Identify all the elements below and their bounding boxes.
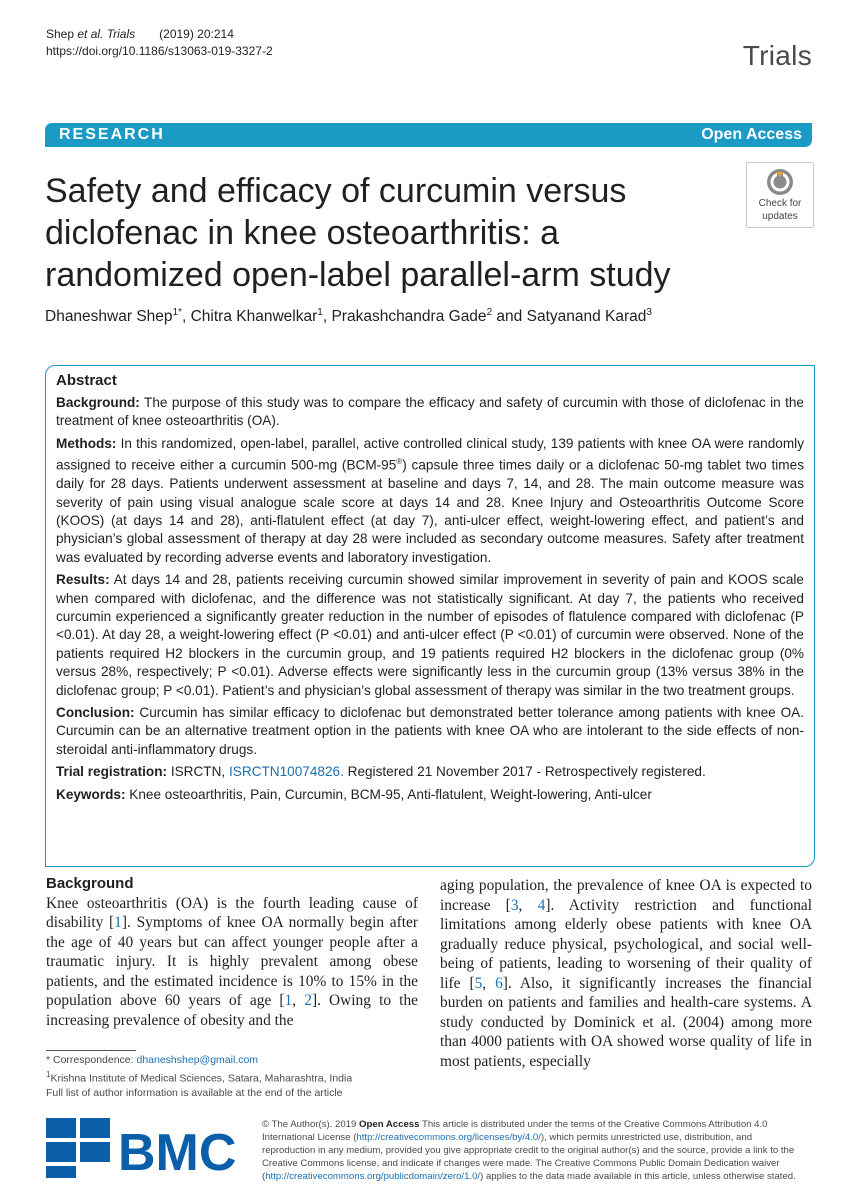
body-column-left [46,874,418,1030]
affiliation: $^1$Krishna Institute of Medical Sciences, Satara, Maharashtra, India [46,1069,353,1084]
citation-ref[interactable]: 5 [474,974,483,992]
citation-ref[interactable]: 1 [284,992,293,1009]
correspondence: * Correspondence: dhaneshshep@gmail.com [46,1054,259,1066]
citation-authors: Shep [46,27,78,41]
doi-link[interactable]: https://doi.org/10.1186/s13063-019-3327-2 [46,44,273,58]
author[interactable]: Prakashchandra Gade$^2$ [331,307,493,326]
check-for-updates-button[interactable] [746,162,814,228]
body-paragraph: Knee osteoarthritis (OA) is the fourth leading cause of disability [1]. Symptoms of knee OA normally begin after the age of 40 years but can affect younger people after a traumatic injury. It is highly prevalent among obese patients, and the estimated incidence is 10% to 15% in the population above 60 years of age [1, 2]. Owing to the increasing prevalence of obesity and the [46,894,418,1029]
open-access-label: Open Access [701,126,802,143]
abstract-results: Results: At days 14 and 28, patients receiving curcumin showed similar improvement in severity of pain and KOOS scale when compared with diclofenac, and the difference was not statistically significant. At day 7, the patients who received curcumin experienced a significantly greater reduction in the number of episodes of flatulence compared with diclofenac (P <0.01). At day 28, a weight-lowering effect (P <0.01) and anti-ulcer effect (P <0.01) of curcumin were observed. None of the patients required H2 blockers in the curcumin group, and 19 patients required H2 blockers in the diclofenac group (0% versus 28%, respectively; P <0.01). Adverse effects were significantly less in the curcumin group (13% versus 38% in the diclofenac group; P <0.01). Patient’s and physician’s global assessment of therapy was similar in the two treatment groups. [56,572,804,698]
abstract-heading: Abstract [56,372,117,389]
footnotes [46,1053,352,1100]
abstract-box [45,365,815,867]
abstract-background: Background: The purpose of this study was to compare the efficacy and safety of curcumin with those of diclofenac in the treatment of knee osteoarthritis (OA). [56,395,804,429]
check-for-updates-line1: Check for [758,198,802,209]
public-domain-url-link[interactable]: http://creativecommons.org/publicdomain/zero/1.0/ [265,1171,481,1182]
license-url-link[interactable]: http://creativecommons.org/licenses/by/4.0/ [356,1132,541,1143]
author[interactable]: Dhaneshwar Shep$^{1*}$ [45,307,182,326]
body-paragraph: aging population, the prevalence of knee OA is expected to increase [3, 4]. Activity restriction and functional limitations among elderly obese patients with knee OA gradually reduce physical, psychological, and social well-being of patients, leading to worsening of their quality of life [5, 6]. Also, it significantly increases the financial burden on patients and families and health-care systems. A study conducted by Dominick et al. (2004) among more than 4000 patients with OA showed worse quality of life in most patients, especially [440,877,812,1070]
trial-registration-link[interactable]: ISRCTN10074826. [228,764,344,780]
citation-header [46,26,273,60]
bmc-logo [46,1118,246,1178]
journal-name: Trials [742,40,812,71]
citation-line [46,26,273,43]
section-label: RESEARCH [59,126,165,143]
correspondence-email-link[interactable]: dhaneshshep@gmail.com [136,1054,259,1066]
abstract-keywords: Keywords: Knee osteoarthritis, Pain, Curcumin, BCM-95, Anti-flatulent, Weight-lowering, Anti-ulcer [56,786,652,802]
citation-volume: (2019) 20:214 [159,27,234,41]
footnote-divider [46,1050,136,1051]
bmc-logo-text: BMC [118,1124,237,1178]
citation-ref[interactable]: 6 [495,974,503,992]
citation-ref[interactable]: 2 [304,992,312,1009]
abstract-trial-registration: Trial registration: ISRCTN, ISRCTN10074826. Registered 21 November 2017 - Retrospectively registered. [56,764,706,780]
citation-ref[interactable]: 1 [114,914,122,931]
license-statement: © The Author(s). 2019 Open Access This article is distributed under the terms of the Creative Commons Attribution 4.0 International License (http://creativecommons.org/licenses/by/4.0/), which permits unrestricted use, distribution, and reproduction in any medium, provided you give appropriate credit to the original author(s) and the source, provide a link to the Creative Commons license, and indicate if changes were made. The Creative Commons Public Domain Dedication waiver (http://creativecommons.org/publicdomain/zero/1.0/) applies to the data made available in this article, unless otherwise stated. [262,1119,796,1182]
citation-etal: et al. [77,27,104,41]
author-info-note: Full list of author information is available at the end of the article [46,1086,343,1099]
check-for-updates-line2: updates [762,211,798,222]
section-heading-background: Background [46,875,134,892]
citation-journal: Trials [103,27,136,41]
check-for-updates-icon [766,168,794,196]
author-list: Dhaneshwar Shep$^{1*}$, Chitra Khanwelkar$^1$, Prakashchandra Gade$^2$ and Satyanand Karad$^3$ [45,307,652,326]
section-banner [45,123,812,147]
article-title: Safety and efficacy of curcumin versus diclofenac in knee osteoarthritis: a randomized open-label parallel-arm study [45,172,671,294]
abstract-conclusion: Conclusion: Curcumin has similar efficacy to diclofenac but demonstrated better tolerance among patients with knee OA. Curcumin can be an alternative treatment option in the patients with knee OA who are intolerant to the side effects of non-steroidal anti-inflammatory drugs. [56,705,804,757]
citation-ref[interactable]: 4 [537,896,546,914]
author[interactable]: Chitra Khanwelkar$^1$ [190,307,323,326]
citation-ref[interactable]: 3 [510,896,519,914]
author[interactable]: Satyanand Karad$^3$ [526,307,652,326]
body-column-right [440,876,812,1071]
abstract-methods: Methods: In this randomized, open-label, parallel, active controlled clinical study, 139 patients with knee OA were randomly assigned to receive either a curcumin 500-mg (BCM-95®) capsule three times daily or a diclofenac 50-mg tablet two times daily for 28 days. Patients underwent assessment at baseline and days 7, 14, and 28. The main outcome measure was severity of pain using visual analogue scale score at days 14 and 28. Knee Injury and Osteoarthritis Outcome Score (KOOS) (at days 14 and 28), anti-flatulent effect (at day 7), anti-ulcer effect, weight-lowering effect, and patient’s and physician’s global assessment of therapy at day 28 were included as secondary outcome measures. Safety after treatment was evaluated by recording adverse events and laboratory investigation. [56,435,804,565]
